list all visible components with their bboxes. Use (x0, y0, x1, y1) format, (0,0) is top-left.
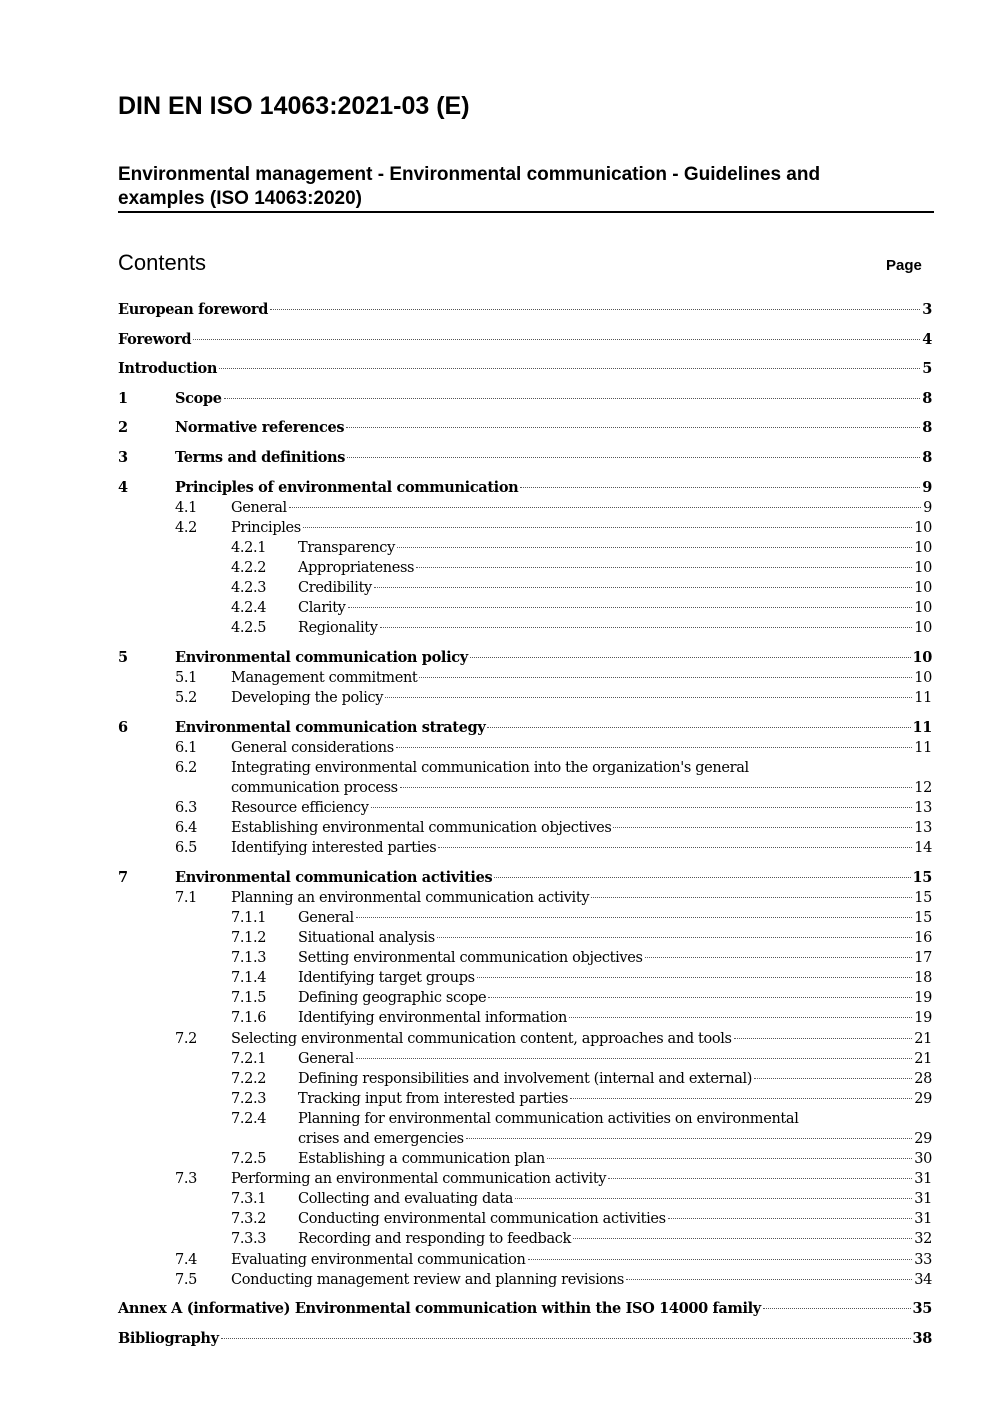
toc-leader-dots (419, 677, 912, 678)
toc-leader-dots (668, 1218, 913, 1219)
toc-leader-dots (303, 527, 912, 528)
toc-entry-page: 30 (914, 1151, 932, 1168)
toc-entry-number: 4.2.4 (231, 600, 267, 617)
toc-leader-dots (371, 807, 913, 808)
toc-entry-number: 4.2.1 (231, 539, 267, 556)
toc-leader-dots (763, 1308, 911, 1309)
toc-leader-dots (608, 1178, 912, 1179)
toc-leader-dots (569, 1017, 912, 1018)
toc-gap (118, 858, 932, 868)
toc-leader-dots (570, 1098, 912, 1099)
toc-leader-dots (416, 567, 912, 568)
toc-entry[interactable] (118, 688, 932, 708)
toc-entry[interactable] (118, 1229, 932, 1249)
toc-leader-dots (626, 1279, 912, 1280)
toc-entry-number: 7.1.4 (231, 970, 267, 987)
toc-entry[interactable] (118, 948, 932, 968)
toc-entry-title: Scope (175, 389, 222, 407)
toc-entry-number: 7.1.5 (231, 990, 267, 1007)
toc-leader-dots (289, 507, 921, 508)
toc-entry-page: 29 (914, 1090, 932, 1107)
toc-entry-number: 2 (118, 419, 128, 437)
toc-entry-number: 4.2.5 (231, 620, 267, 637)
toc-entry[interactable] (118, 1008, 932, 1028)
toc-entry-number: 6 (118, 718, 128, 736)
toc-entry-number: 4.2.2 (231, 559, 267, 576)
toc-entry[interactable] (118, 738, 932, 758)
toc-entry-page: 14 (914, 840, 932, 857)
toc-entry[interactable] (118, 888, 932, 908)
toc-leader-dots (219, 368, 920, 369)
toc-entry-page: 10 (914, 539, 932, 556)
toc-leader-dots (520, 487, 920, 488)
document-id: DIN EN ISO 14063:2021-03 (E) (118, 92, 470, 120)
toc-entry-number: 7.3.3 (231, 1231, 267, 1248)
toc-entry-number: 7.2.3 (231, 1090, 267, 1107)
toc-gap (118, 379, 932, 389)
toc-gap (118, 468, 932, 478)
toc-gap (118, 1319, 932, 1329)
toc-entry[interactable] (118, 518, 932, 538)
toc-gap (118, 438, 932, 448)
toc-leader-dots (470, 657, 911, 658)
toc-entry[interactable] (118, 1089, 932, 1109)
toc-gap (118, 638, 932, 648)
toc-entry-title: Conducting environmental communication activities (298, 1211, 666, 1228)
toc-entry-title: Introduction (118, 360, 218, 378)
title-divider (118, 211, 934, 213)
toc-entry[interactable] (118, 578, 932, 598)
toc-leader-dots (346, 427, 920, 428)
toc-entry-number: 5.2 (175, 690, 198, 706)
toc-entry[interactable] (118, 838, 932, 858)
toc-entry-number: 7.2 (175, 1030, 198, 1047)
toc-entry[interactable] (118, 1169, 932, 1189)
page-column-heading: Page (886, 257, 922, 274)
toc-leader-dots (270, 309, 920, 310)
toc-leader-dots (347, 457, 920, 458)
toc-entry-page: 31 (914, 1211, 932, 1228)
toc-entry-number: 7.1.2 (231, 930, 267, 947)
toc-entry-page: 10 (914, 580, 932, 597)
toc-entry-title: Evaluating environmental communication (231, 1251, 526, 1268)
toc-entry-number: 7.3 (175, 1171, 198, 1188)
toc-entry-title: Bibliography (118, 1329, 219, 1347)
toc-entry[interactable] (118, 1109, 932, 1149)
toc-entry-page: 18 (914, 970, 932, 987)
toc-entry[interactable] (118, 538, 932, 558)
toc-entry-title: Clarity (298, 600, 346, 617)
toc-entry-number: 6.4 (175, 820, 198, 837)
toc-leader-dots (494, 877, 910, 878)
toc-entry-number: 6.5 (175, 840, 198, 857)
toc-entry[interactable] (118, 758, 932, 798)
toc-gap (118, 409, 932, 419)
toc-leader-dots (488, 997, 912, 998)
toc-entry[interactable] (118, 648, 932, 668)
document-title: Environmental management - Environmental communication - Guidelines and examples (ISO 14063:2020) (118, 164, 821, 209)
toc-entry-number: 6.2 (175, 759, 198, 776)
toc-leader-dots (591, 897, 912, 898)
toc-entry-page: 10 (912, 648, 932, 666)
toc-entry-title: Annex A (informative) Environmental communication within the ISO 14000 family (118, 1300, 761, 1318)
toc-entry[interactable] (118, 718, 932, 738)
toc-entry-page: 34 (914, 1271, 932, 1288)
toc-entry-number: 7.1 (175, 889, 198, 906)
toc-entry-number: 6.1 (175, 739, 198, 756)
toc-entry-number: 4.2 (175, 519, 198, 536)
toc-entry-page: 32 (914, 1231, 932, 1248)
toc-entry-title: Tracking input from interested parties (298, 1090, 569, 1107)
toc-entry-title: Identifying interested parties (231, 840, 437, 857)
toc-leader-dots (348, 607, 913, 608)
toc-leader-dots (645, 957, 913, 958)
toc-leader-dots (613, 827, 912, 828)
toc-entry-title: Environmental communication policy (175, 648, 468, 666)
toc-entry-title: Regionality (298, 620, 378, 637)
toc-entry-number: 7.4 (175, 1251, 198, 1268)
toc-entry-page: 15 (912, 868, 932, 886)
toc-entry-page: 8 (922, 448, 932, 466)
toc-entry-title: Principles (231, 519, 301, 536)
toc-entry-number: 5.1 (175, 669, 198, 686)
toc-entry-number: 4.2.3 (231, 580, 267, 597)
toc-entry-title: General considerations (231, 739, 394, 756)
toc-entry-page: 10 (914, 519, 932, 536)
toc-entry[interactable] (118, 558, 932, 578)
toc-entry[interactable] (118, 498, 932, 518)
toc-leader-dots (385, 697, 912, 698)
toc-entry[interactable] (118, 1029, 932, 1049)
toc-entry-title: Principles of environmental communication (175, 478, 519, 496)
toc-gap (118, 708, 932, 718)
toc-entry-title: Setting environmental communication objectives (298, 950, 643, 967)
toc-entry-number: 4 (118, 478, 128, 496)
toc-entry[interactable] (118, 300, 932, 320)
toc-leader-dots (221, 1338, 911, 1339)
toc-entry-number: 5 (118, 648, 128, 666)
toc-entry-title: Environmental communication strategy (175, 718, 486, 736)
toc-entry[interactable] (118, 668, 932, 688)
toc-leader-dots (466, 1138, 912, 1139)
toc-entry[interactable] (118, 1329, 932, 1349)
toc-leader-dots (356, 1058, 912, 1059)
toc-entry[interactable] (118, 418, 932, 438)
toc-entry-page: 10 (914, 669, 932, 686)
toc-entry-page: 19 (914, 1010, 932, 1027)
toc-entry-title: Credibility (298, 580, 372, 597)
toc-entry[interactable] (118, 868, 932, 888)
toc-entry-page: 29 (914, 1130, 932, 1147)
toc-entry-page: 3 (922, 301, 932, 318)
toc-entry-page: 31 (914, 1191, 932, 1208)
toc-entry-number: 7.2.2 (231, 1070, 267, 1087)
toc-entry-page: 12 (914, 779, 932, 796)
toc-entry-title: Selecting environmental communication content, approaches and tools (231, 1030, 732, 1047)
toc-entry[interactable] (118, 1049, 932, 1069)
toc-entry[interactable] (118, 618, 932, 638)
toc-entry-page: 11 (914, 739, 932, 756)
toc-entry-title: Defining responsibilities and involvement (internal and external) (298, 1070, 753, 1087)
toc-leader-dots (396, 747, 912, 748)
toc-entry-number: 7.5 (175, 1271, 198, 1288)
toc-entry-page: 15 (914, 909, 932, 926)
toc-entry-title: General (298, 1050, 354, 1067)
toc-entry-title: Performing an environmental communication activity (231, 1171, 607, 1188)
toc-entry-number: 1 (118, 389, 128, 407)
toc-entry-title: General (231, 499, 287, 516)
toc-entry-number: 6.3 (175, 799, 198, 816)
toc-entry[interactable] (118, 1250, 932, 1270)
toc-entry-page: 21 (914, 1050, 932, 1067)
toc-entry[interactable] (118, 598, 932, 618)
toc-leader-dots (528, 1259, 913, 1260)
toc-entry-page: 9 (922, 478, 932, 496)
toc-entry-page: 11 (912, 718, 932, 736)
toc-entry-page: 10 (914, 559, 932, 576)
toc-entry[interactable] (118, 1069, 932, 1089)
toc-entry-page: 8 (922, 419, 932, 437)
toc-entry-page: 13 (914, 799, 932, 816)
toc-entry-title-continued: crises and emergencies (298, 1130, 464, 1147)
toc-leader-dots (547, 1158, 912, 1159)
toc-entry[interactable] (118, 1189, 932, 1209)
toc-entry-page: 10 (914, 620, 932, 637)
toc-leader-dots (380, 627, 913, 628)
toc-entry-page: 13 (914, 820, 932, 837)
toc-entry-number: 7.3.2 (231, 1211, 267, 1228)
toc-entry-number: 4.1 (175, 499, 198, 516)
toc-entry-title: Developing the policy (231, 690, 384, 706)
toc-entry-page: 4 (922, 330, 932, 348)
toc-entry-title: Defining geographic scope (298, 990, 487, 1007)
toc-entry-page: 17 (914, 950, 932, 967)
toc-entry-title-continued: communication process (231, 779, 398, 796)
toc-leader-dots (438, 847, 912, 848)
toc-entry-title: Appropriateness (298, 559, 415, 576)
toc-entry-number: 7 (118, 868, 128, 886)
toc-entry[interactable] (118, 1270, 932, 1290)
toc-entry-page: 28 (914, 1070, 932, 1087)
toc-leader-dots (734, 1038, 913, 1039)
toc-entry[interactable] (118, 988, 932, 1008)
toc-entry-title: Planning for environmental communication activities on environmental (298, 1110, 799, 1127)
toc-leader-dots (487, 727, 910, 728)
toc-entry-title: General (298, 909, 354, 926)
toc-leader-dots (356, 917, 912, 918)
toc-entry-title: Establishing environmental communication objectives (231, 820, 612, 837)
toc-entry-number: 7.3.1 (231, 1191, 267, 1208)
toc-gap (118, 350, 932, 360)
toc-entry-title: Foreword (118, 330, 192, 348)
toc-gap (118, 320, 932, 330)
toc-entry-page: 31 (914, 1171, 932, 1188)
toc-entry-title: Terms and definitions (175, 448, 346, 466)
toc-entry-number: 7.2.5 (231, 1151, 267, 1168)
table-of-contents (118, 300, 932, 1349)
toc-entry-page: 15 (914, 889, 932, 906)
toc-entry-page: 38 (912, 1329, 932, 1347)
toc-entry[interactable] (118, 389, 932, 409)
toc-gap (118, 1290, 932, 1300)
toc-leader-dots (754, 1078, 912, 1079)
toc-entry-number: 7.1.1 (231, 909, 267, 926)
contents-heading: Contents (118, 250, 207, 275)
toc-entry-title: Situational analysis (298, 930, 435, 947)
toc-entry-title: Normative references (175, 419, 345, 437)
toc-entry-page: 35 (912, 1300, 932, 1318)
toc-entry-title: Management commitment (231, 669, 418, 686)
toc-entry[interactable] (118, 1149, 932, 1169)
toc-entry-title: Transparency (298, 539, 395, 556)
toc-entry-number: 7.2.1 (231, 1050, 267, 1067)
toc-entry[interactable] (118, 359, 932, 379)
toc-entry-page: 21 (914, 1030, 932, 1047)
toc-entry-title: Collecting and evaluating data (298, 1191, 514, 1208)
toc-entry[interactable] (118, 908, 932, 928)
toc-entry-number: 7.2.4 (231, 1110, 267, 1127)
toc-entry[interactable] (118, 928, 932, 948)
toc-entry[interactable] (118, 330, 932, 350)
toc-entry-page: 33 (914, 1251, 932, 1268)
toc-entry-page: 8 (922, 389, 932, 407)
toc-leader-dots (437, 937, 912, 938)
toc-leader-dots (193, 339, 920, 340)
toc-entry[interactable] (118, 1299, 932, 1319)
toc-entry-number: 7.1.3 (231, 950, 267, 967)
toc-entry-page: 10 (914, 600, 932, 617)
toc-entry-page: 5 (922, 360, 932, 378)
toc-entry-title: Planning an environmental communication activity (231, 889, 590, 906)
toc-entry-title: Recording and responding to feedback (298, 1231, 571, 1248)
toc-leader-dots (397, 547, 912, 548)
toc-entry[interactable] (118, 1209, 932, 1229)
toc-entry-title: Integrating environmental communication into the organization's general (231, 759, 749, 776)
toc-entry-page: 9 (923, 499, 932, 516)
toc-entry-page: 19 (914, 990, 932, 1007)
toc-entry-title: Establishing a communication plan (298, 1151, 545, 1168)
toc-entry[interactable] (118, 448, 932, 468)
toc-entry-page: 11 (914, 690, 932, 706)
toc-entry-title: Environmental communication activities (175, 868, 493, 886)
toc-entry-title: Resource efficiency (231, 799, 369, 816)
toc-entry[interactable] (118, 798, 932, 818)
toc-entry[interactable] (118, 478, 932, 498)
toc-entry[interactable] (118, 968, 932, 988)
toc-leader-dots (224, 398, 921, 399)
toc-entry-title: Identifying target groups (298, 970, 475, 987)
toc-entry-number: 3 (118, 448, 128, 466)
toc-leader-dots (573, 1238, 912, 1239)
toc-leader-dots (477, 977, 912, 978)
toc-entry-number: 7.1.6 (231, 1010, 267, 1027)
toc-leader-dots (374, 587, 912, 588)
toc-leader-dots (515, 1198, 912, 1199)
toc-entry[interactable] (118, 818, 932, 838)
toc-entry-title: Conducting management review and planning revisions (231, 1271, 624, 1288)
toc-entry-title: Identifying environmental information (298, 1010, 567, 1027)
toc-entry-page: 16 (914, 930, 932, 947)
toc-leader-dots (400, 787, 912, 788)
toc-entry-title: European foreword (118, 301, 269, 318)
